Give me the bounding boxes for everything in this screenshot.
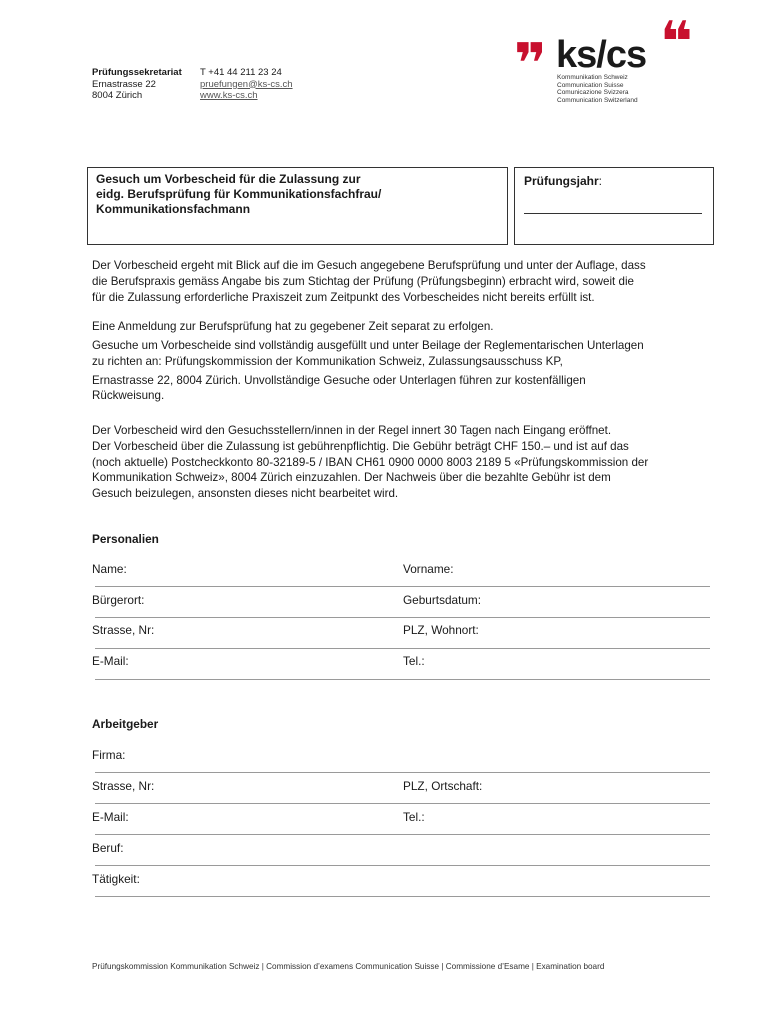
ks-cs-logo	[512, 10, 712, 108]
address-org: Prüfungssekretariat	[92, 67, 182, 78]
employer-strasse-label: Strasse, Nr:	[92, 779, 155, 793]
paragraph-4	[92, 423, 722, 502]
title-line: eidg. Berufsprüfung für Kommunikationsfachfrau/	[96, 187, 382, 201]
text-line: Kommunikation Schweiz», 8004 Zürich einzuzahlen. Der Nachweis über die bezahlte Gebühr ist dem	[92, 471, 611, 485]
exam-year-box	[514, 167, 714, 245]
contact-email-link[interactable]: pruefungen@ks-cs.ch	[200, 78, 293, 90]
paragraph-1	[92, 258, 722, 305]
taetigkeit-input-line[interactable]	[95, 896, 710, 897]
logo-subtitle	[557, 74, 638, 104]
firma-label: Firma:	[92, 748, 126, 762]
document-title	[96, 172, 476, 217]
beruf-input-line[interactable]	[95, 865, 710, 866]
logo-line: Kommunikation Schweiz	[557, 74, 628, 81]
buergerort-label: Bürgerort:	[92, 593, 145, 607]
paragraph-3	[92, 338, 722, 404]
text-line: Gesuche um Vorbescheide sind vollständig ausgefüllt und unter Beilage der Reglementarischen Unterlagen	[92, 339, 644, 352]
logo-line: Communication Switzerland	[557, 96, 638, 104]
document-title-box	[87, 167, 508, 245]
text-line: Der Vorbescheid wird den Gesuchsstellern/innen in der Regel innert 30 Tagen nach Eingang eröffnet.	[92, 424, 612, 437]
employer-email-label: E-Mail:	[92, 810, 129, 824]
vorname-label: Vorname:	[403, 562, 454, 576]
employer-tel-label: Tel.:	[403, 810, 425, 824]
employer-strasse-input-line[interactable]	[95, 803, 710, 804]
logo-line: Communication Suisse	[557, 81, 624, 89]
tel-label: Tel.:	[403, 654, 425, 668]
text-line: zu richten an: Prüfungskommission der Kommunikation Schweiz, Zulassungsausschuss KP,	[92, 354, 563, 368]
strasse-input-line[interactable]	[95, 648, 710, 649]
page-footer: Prüfungskommission Kommunikation Schweiz | Commission d’examens Communication Suisse | Commissione d’Esame | Examination board	[92, 962, 605, 971]
email-input-line[interactable]	[95, 679, 710, 680]
logo-open-quote-icon: ❞	[514, 32, 547, 95]
plz-ortschaft-label: PLZ, Ortschaft:	[403, 779, 483, 793]
contact-web-link[interactable]: www.ks-cs.ch	[200, 90, 258, 101]
paragraph-2	[92, 319, 722, 335]
geburtsdatum-label: Geburtsdatum:	[403, 593, 482, 607]
text-line: Gesuch beizulegen, ansonsten dieses nicht bearbeitet wird.	[92, 487, 399, 501]
exam-year-colon: :	[598, 174, 603, 188]
personalien-heading: Personalien	[92, 532, 159, 546]
logo-close-quote-icon: ❝	[660, 10, 693, 73]
taetigkeit-label: Tätigkeit:	[92, 872, 140, 886]
address-street: Ernastrasse 22	[92, 78, 156, 90]
text-line: die Berufspraxis gemäss Angabe bis zum Stichtag der Prüfung (Prüfungsbeginn) erbracht wird, soweit die	[92, 274, 634, 288]
buergerort-input-line[interactable]	[95, 617, 710, 618]
logo-line: Comunicazione Svizzera	[557, 89, 629, 97]
contact-info	[200, 67, 293, 102]
text-line: Der Vorbescheid ergeht mit Blick auf die im Gesuch angegebene Berufsprüfung und unter der Auflage, dass	[92, 259, 646, 272]
logo-wordmark: ks/cs	[556, 34, 647, 76]
name-label: Name:	[92, 562, 127, 576]
name-input-line[interactable]	[95, 586, 710, 587]
exam-year-input-line[interactable]	[524, 213, 702, 214]
employer-email-input-line[interactable]	[95, 834, 710, 835]
sender-address	[92, 67, 182, 102]
plz-wohnort-label: PLZ, Wohnort:	[403, 623, 479, 637]
strasse-label: Strasse, Nr:	[92, 623, 155, 637]
contact-phone: T +41 44 211 23 24	[200, 67, 282, 78]
title-line: Gesuch um Vorbescheid für die Zulassung zur	[96, 172, 361, 186]
firma-input-line[interactable]	[95, 772, 710, 773]
text-line: Eine Anmeldung zur Berufsprüfung hat zu gegebener Zeit separat zu erfolgen.	[92, 320, 494, 333]
exam-year-label-text: Prüfungsjahr	[524, 174, 599, 188]
text-line: Ernastrasse 22, 8004 Zürich. Unvollständige Gesuche oder Unterlagen führen zur kostenfälligen	[92, 373, 586, 387]
text-line: Der Vorbescheid über die Zulassung ist gebührenpflichtig. Die Gebühr beträgt CHF 150.– und ist auf das	[92, 439, 629, 453]
text-line: für die Zulassung erforderliche Praxiszeit zum Zeitpunkt des Vorbescheides nicht bereits erfüllt ist.	[92, 290, 595, 304]
text-line: (noch aktuelle) Postcheckkonto 80-32189-5 / IBAN CH61 0900 0000 8003 2189 5 «Prüfungskommission der	[92, 455, 649, 469]
beruf-label: Beruf:	[92, 841, 124, 855]
address-city: 8004 Zürich	[92, 90, 143, 101]
title-line: Kommunikationsfachmann	[96, 202, 251, 216]
text-line: Rückweisung.	[92, 389, 165, 403]
exam-year-label	[524, 174, 602, 188]
email-label: E-Mail:	[92, 654, 129, 668]
arbeitgeber-heading: Arbeitgeber	[92, 717, 159, 731]
